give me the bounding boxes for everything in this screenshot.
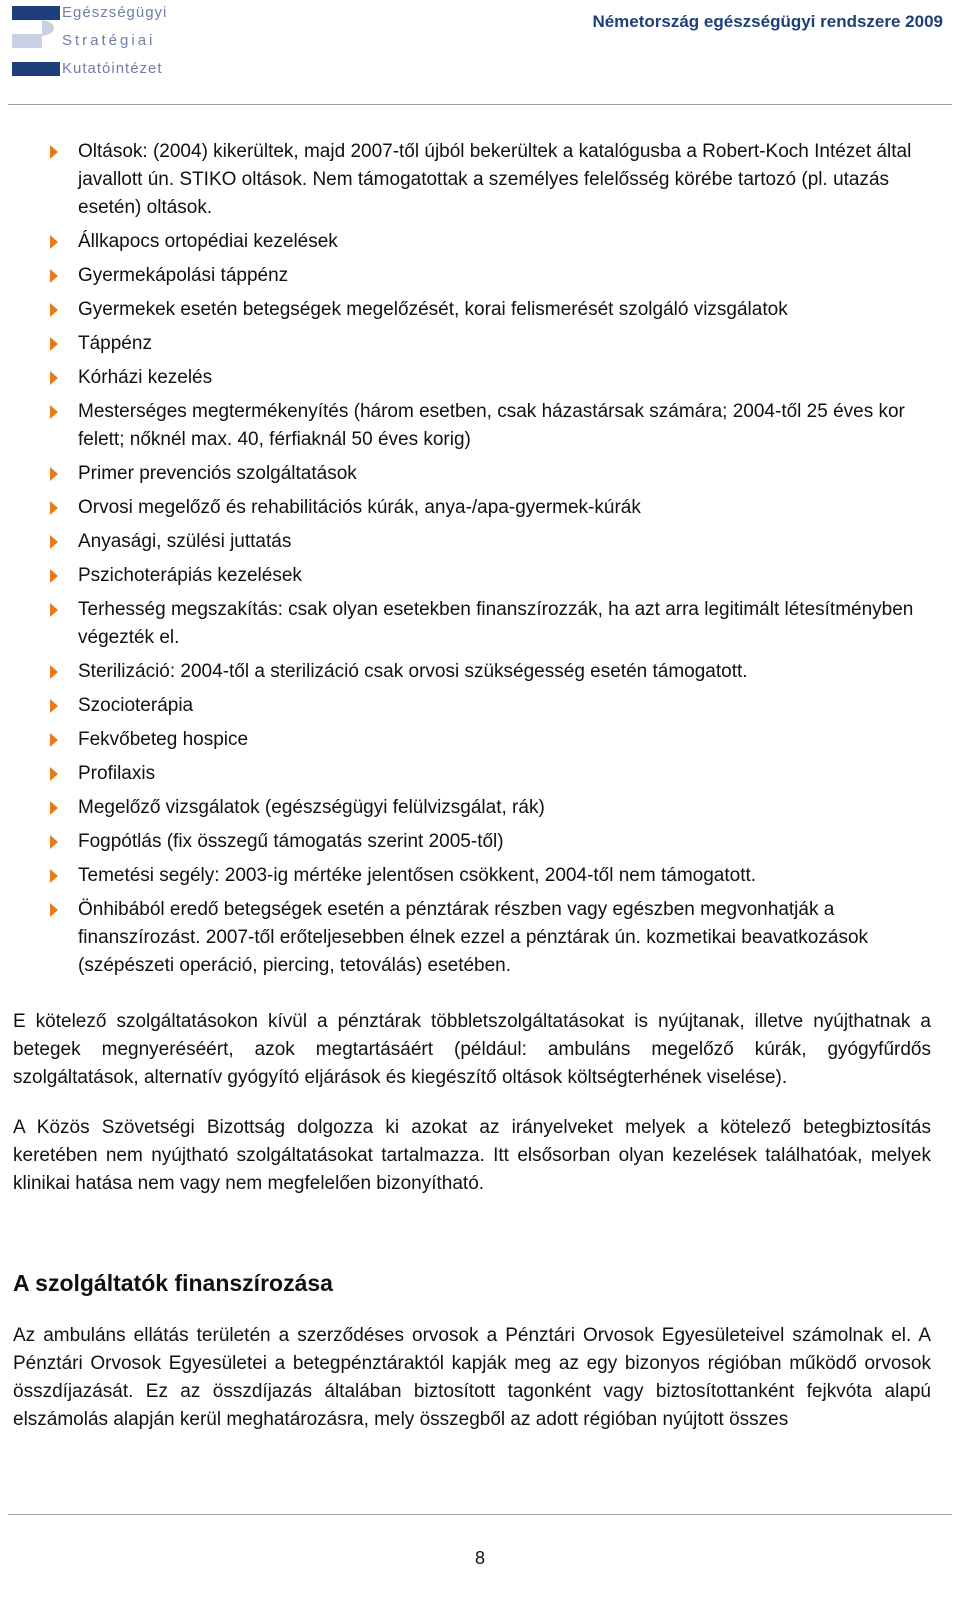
triangle-right-icon — [50, 405, 58, 419]
logo-line-2: Stratégiai — [62, 32, 156, 49]
logo-mark — [12, 4, 60, 80]
list-item-text: Önhibából eredő betegségek esetén a pénztárak részben vagy egészben megvonhatják a finanszírozást. 2007-től erőteljesebben élnek ezzel a pénztárak ún. kozmetikai beavatkozások (szépészeti operáció, piercing, tetoválás) esetében. — [78, 899, 869, 976]
list-item-text: Kórházi kezelés — [78, 367, 213, 388]
list-item-text: Terhesség megszakítás: csak olyan esetekben finanszírozzák, ha azt arra legitimált létesítményben végezték el. — [78, 599, 914, 648]
logo-line-1: Egészségügyi — [62, 4, 168, 21]
list-item-text: Fogpótlás (fix összegű támogatás szerint 2005-től) — [78, 831, 504, 852]
triangle-right-icon — [50, 371, 58, 385]
triangle-right-icon — [50, 337, 58, 351]
list-item — [13, 692, 931, 720]
list-item-text: Táppénz — [78, 333, 152, 354]
section-paragraph: Az ambuláns ellátás területén a szerződéses orvosok a Pénztári Orvosok Egyesületeivel számolnak el. A Pénztári Orvosok Egyesületei a betegpénztáraktól kapják meg az egy bizonyos régióban működő orvosok összdíjazását. Ez az összdíjazás általában biztosított tagonként vagy biztosítottanként fejkvóta alapú elszámolás alapján kerül meghatározásra, mely összegből az adott régióban nyújtott összes — [13, 1325, 931, 1430]
page-number: 8 — [474, 1548, 485, 1568]
list-item — [13, 528, 931, 556]
triangle-right-icon — [50, 535, 58, 549]
triangle-right-icon — [50, 145, 58, 159]
list-item-text: Temetési segély: 2003-ig mértéke jelentősen csökkent, 2004-től nem támogatott. — [78, 865, 757, 886]
triangle-right-icon — [50, 603, 58, 617]
supplementary-services-paragraph: E kötelező szolgáltatásokon kívül a pénztárak többletszolgáltatásokat is nyújtanak, illetve nyújthatnak a betegek megnyeréséért, azok megtartásáért (például: ambuláns megelőző kúrák, gyógyfűrdős szolgáltatások, alternatív gyógyító eljárások és kiegészítő oltások költségterhének viselése). — [13, 1011, 931, 1088]
list-item-text: Orvosi megelőző és rehabilitációs kúrák, anya-/apa-gyermek-kúrák — [78, 497, 641, 518]
list-item — [13, 726, 931, 754]
list-item-text: Pszichoterápiás kezelések — [78, 565, 302, 586]
list-item — [13, 562, 931, 590]
list-item — [13, 862, 931, 890]
list-item-text: Megelőző vizsgálatok (egészségügyi felülvizsgálat, rák) — [78, 797, 545, 818]
triangle-right-icon — [50, 501, 58, 515]
triangle-right-icon — [50, 665, 58, 679]
list-item — [13, 262, 931, 290]
list-item — [13, 330, 931, 358]
list-item — [13, 138, 931, 222]
page-content — [13, 138, 931, 1434]
list-item-text: Szocioterápia — [78, 695, 194, 716]
list-item — [13, 658, 931, 686]
list-item — [13, 760, 931, 788]
list-item-text: Gyermekápolási táppénz — [78, 265, 289, 286]
list-item — [13, 460, 931, 488]
logo-line-3: Kutatóintézet — [62, 60, 163, 77]
triangle-right-icon — [50, 235, 58, 249]
triangle-right-icon — [50, 569, 58, 583]
list-item-text: Gyermekek esetén betegségek megelőzését, korai felismerését szolgáló vizsgálatok — [78, 299, 788, 320]
footer-divider — [8, 1514, 952, 1515]
list-item-text: Anyasági, szülési juttatás — [78, 531, 292, 552]
list-item — [13, 364, 931, 392]
triangle-right-icon — [50, 269, 58, 283]
triangle-right-icon — [50, 733, 58, 747]
covered-services-list — [13, 138, 931, 980]
triangle-right-icon — [50, 767, 58, 781]
list-item — [13, 794, 931, 822]
list-item-text: Állkapocs ortopédiai kezelések — [78, 231, 338, 252]
list-item — [13, 398, 931, 454]
running-header-title: Németország egészségügyi rendszere 2009 — [592, 12, 943, 31]
triangle-right-icon — [50, 869, 58, 883]
list-item-text: Primer prevenciós szolgáltatások — [78, 463, 357, 484]
triangle-right-icon — [50, 467, 58, 481]
list-item-text: Oltások: (2004) kikerültek, majd 2007-től újból bekerültek a katalógusba a Robert-Koch Intézet által javallott ún. STIKO oltások. Nem támogatottak a személyes felelősség körébe tartozó (pl. utazás esetén) oltások. — [78, 141, 912, 218]
triangle-right-icon — [50, 835, 58, 849]
list-item — [13, 828, 931, 856]
list-item-text: Mesterséges megtermékenyítés (három esetben, csak házastársak számára; 2004-től 25 éves kor felett; nőknél max. 40, férfiaknál 50 éves korig) — [78, 401, 905, 450]
header-divider — [8, 104, 952, 105]
list-item — [13, 228, 931, 256]
list-item-text: Fekvőbeteg hospice — [78, 729, 249, 750]
triangle-right-icon — [50, 801, 58, 815]
list-item — [13, 296, 931, 324]
section-heading: A szolgáltatók finanszírozása — [13, 1270, 333, 1296]
list-item-text: Sterilizáció: 2004-től a sterilizáció csak orvosi szükségesség esetén támogatott. — [78, 661, 748, 682]
list-item — [13, 596, 931, 652]
institute-logo — [12, 4, 172, 80]
triangle-right-icon — [50, 303, 58, 317]
triangle-right-icon — [50, 903, 58, 917]
list-item — [13, 494, 931, 522]
federal-committee-paragraph: A Közös Szövetségi Bizottság dolgozza ki azokat az irányelveket melyek a kötelező betegbiztosítás keretében nem nyújtható szolgáltatásokat tartalmazza. Itt elsősorban olyan kezelések találhatóak, melyek klinikai hatása nem vagy nem megfelelően bizonyítható. — [13, 1117, 931, 1194]
list-item-text: Profilaxis — [78, 763, 156, 784]
list-item — [13, 896, 931, 980]
triangle-right-icon — [50, 699, 58, 713]
